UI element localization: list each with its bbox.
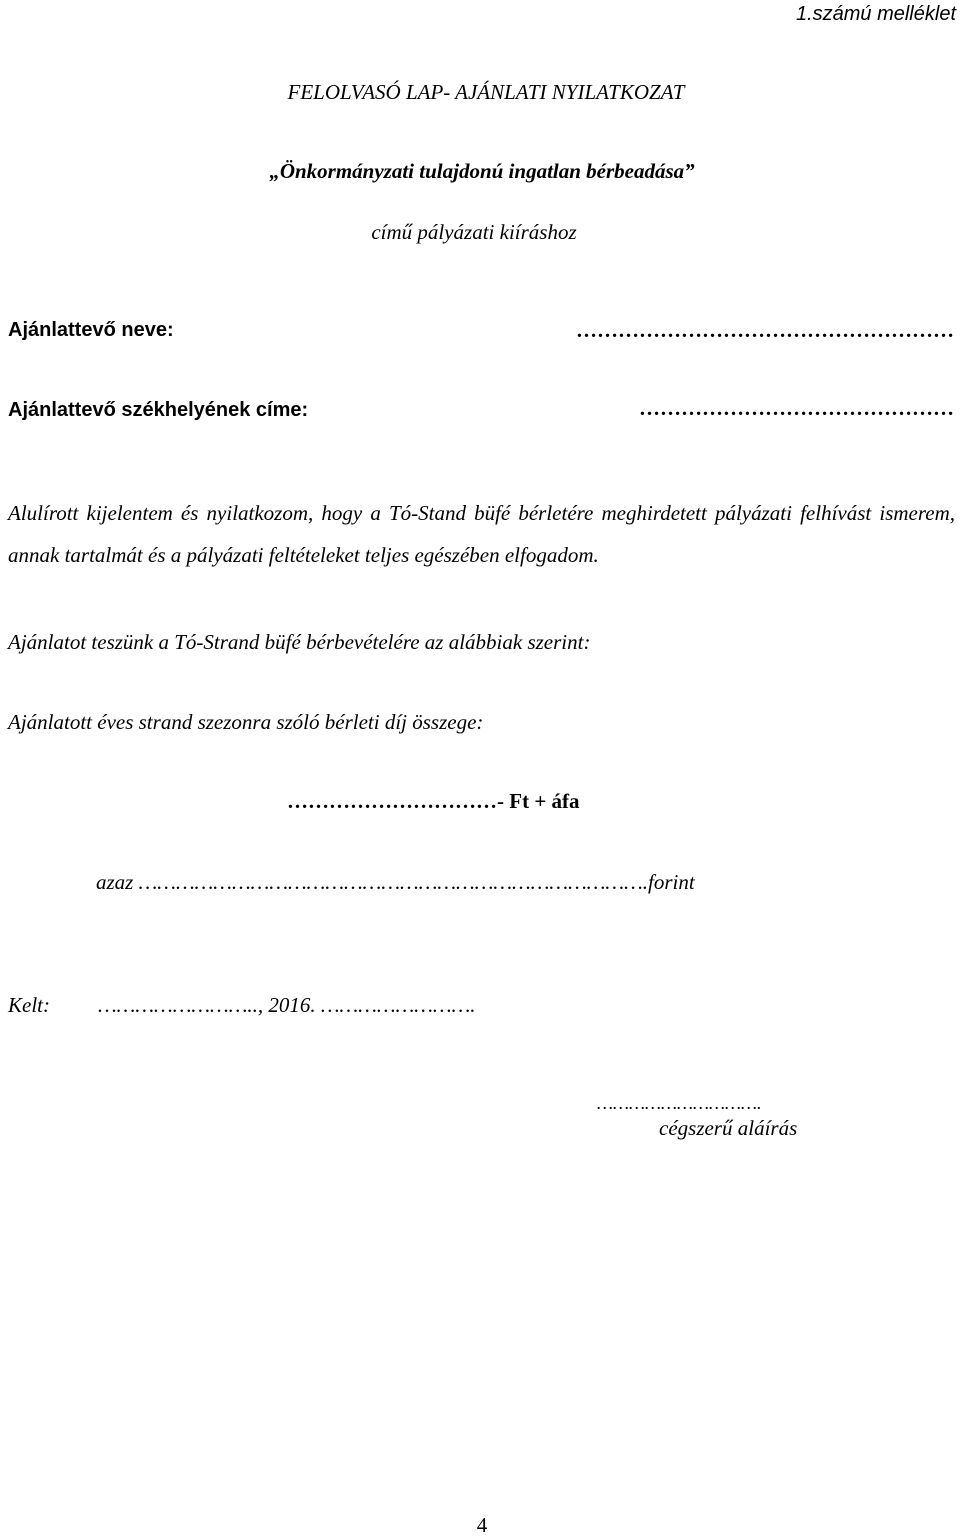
amount-in-words-line <box>96 872 695 893</box>
signature-field[interactable]: …………………………. <box>597 1093 762 1113</box>
declaration-paragraph: Alulírott kijelentem és nyilatkozom, hogy a Tó-Stand büfé bérletére meghirdetett pályázati felhívást ismerem, annak tartalmát és a pályázati feltételeket teljes egészében elfogadom. <box>8 501 955 567</box>
date-label: Kelt: <box>8 993 50 1017</box>
amount-words-field[interactable]: ………………………………………………………………………. <box>133 870 649 894</box>
signature-label: cégszerű aláírás <box>659 1116 798 1140</box>
annual-fee-label: Ajánlatott éves strand szezonra szóló bérleti díj összege: <box>8 710 484 734</box>
form-title: FELOLVASÓ LAP- AJÁNLATI NYILATKOZAT <box>287 80 685 104</box>
date-field[interactable]: …………………….., 2016. ……………………. <box>98 993 476 1017</box>
tender-name: „Önkormányzati tulajdonú ingatlan bérbeadása” <box>269 159 695 183</box>
tender-subtitle: című pályázati kiíráshoz <box>371 220 577 244</box>
bidder-seat-field[interactable]: ……………………………………… <box>639 396 954 420</box>
amount-words-prefix: azaz <box>96 870 134 894</box>
annex-label: 1.számú melléklet <box>795 3 956 25</box>
bidder-seat-label: Ajánlattevő székhelyének címe: <box>8 399 309 421</box>
bidder-name-label: Ajánlattevő neve: <box>8 319 174 341</box>
amount-numeric-field[interactable]: …………………………- Ft + áfa <box>287 789 580 813</box>
amount-words-suffix: forint <box>648 870 695 894</box>
page-number: 4 <box>476 1513 488 1537</box>
bidder-name-field[interactable]: ……………………………………………… <box>576 318 954 342</box>
offer-intro: Ajánlatot teszünk a Tó-Strand büfé bérbevételére az alábbiak szerint: <box>8 630 591 654</box>
